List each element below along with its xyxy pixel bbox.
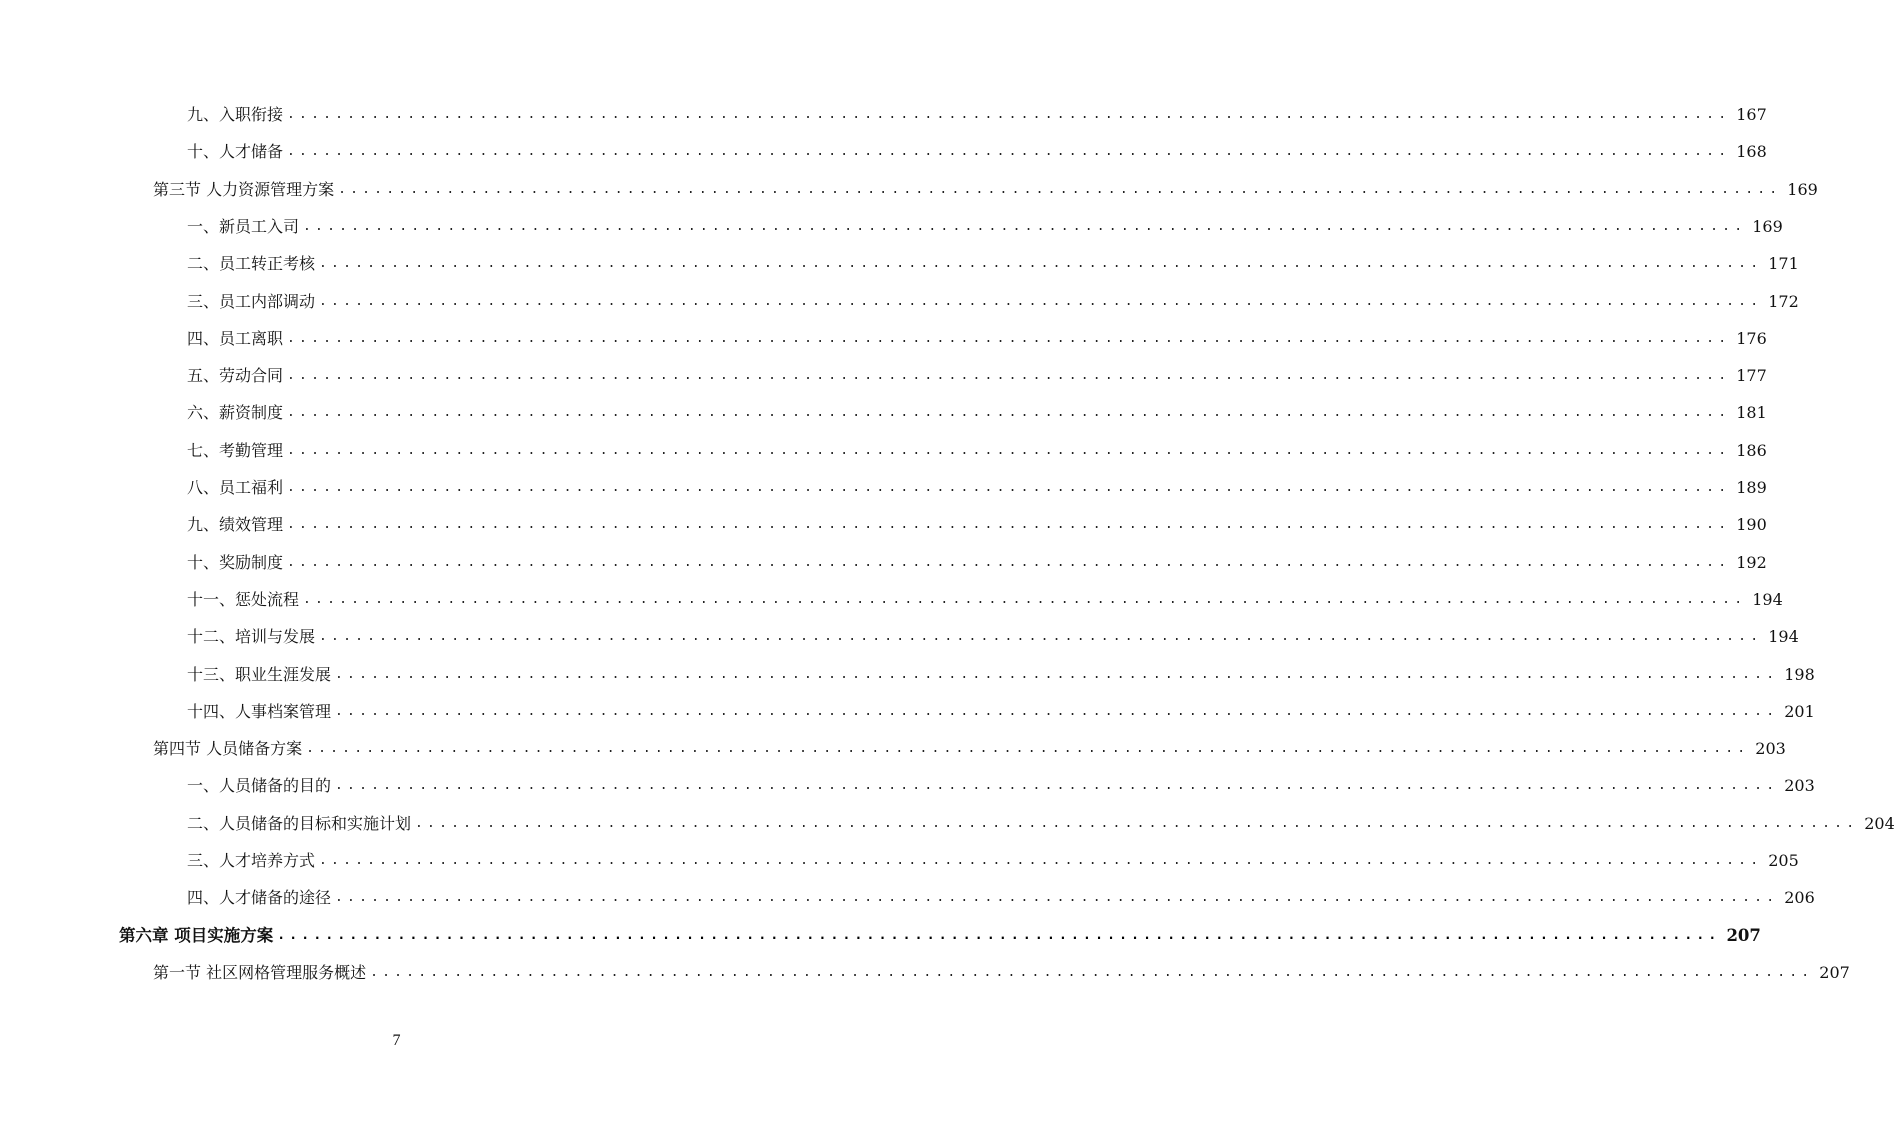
- toc-entry-title: 九、入职衔接: [187, 105, 284, 124]
- toc-subsection-entry[interactable]: [187, 288, 1799, 314]
- toc-subsection-entry[interactable]: [187, 325, 1767, 351]
- dot-leader: ........................................................................................................................: [287, 368, 1731, 384]
- toc-page-number: 207: [1819, 962, 1850, 982]
- dot-leader: ........................................................................................................................: [319, 293, 1763, 309]
- toc-page-number: 194: [1768, 627, 1799, 647]
- toc-page-number: 190: [1736, 515, 1767, 535]
- toc-page-number: 171: [1768, 254, 1799, 274]
- toc-entry-title: 二、人员储备的目标和实施计划: [187, 813, 412, 833]
- toc-section-entry[interactable]: [153, 176, 1818, 202]
- toc-subsection-entry[interactable]: [187, 772, 1815, 798]
- toc-page-number: 186: [1736, 440, 1767, 460]
- toc-entry-title: 一、人员储备的目的: [187, 776, 332, 796]
- dot-leader: ........................................................................................................................: [287, 405, 1731, 421]
- toc-subsection-entry[interactable]: [187, 511, 1767, 537]
- toc-section-entry[interactable]: [153, 959, 1850, 985]
- dot-leader: ........................................................................................................................: [287, 442, 1731, 458]
- toc-subsection-entry[interactable]: [187, 474, 1767, 500]
- dot-leader: ........................................................................................................................: [338, 181, 1782, 197]
- dot-leader: ........................................................................................................................: [287, 480, 1731, 495]
- toc-entry-title: 十一、惩处流程: [187, 589, 300, 609]
- toc-entry-title: 四、人才储备的途径: [187, 888, 332, 908]
- toc-page-number: 204: [1864, 813, 1895, 833]
- toc-page-number: 169: [1752, 216, 1783, 236]
- toc-subsection-entry[interactable]: [187, 623, 1799, 649]
- dot-leader: ........................................................................................................................: [287, 107, 1731, 122]
- toc-entry-title: 十二、培训与发展: [187, 627, 316, 647]
- toc-entry-title: 三、员工内部调动: [187, 291, 316, 311]
- toc-entry-title: 十四、人事档案管理: [187, 701, 332, 721]
- toc-entry-title: 第六章 项目实施方案: [119, 925, 274, 945]
- toc-subsection-entry[interactable]: [187, 661, 1815, 687]
- toc-subsection-entry[interactable]: [187, 586, 1783, 612]
- toc-page-number: 207: [1726, 925, 1761, 945]
- toc-page-number: 203: [1784, 776, 1815, 796]
- toc-subsection-entry[interactable]: [187, 213, 1783, 239]
- toc-entry-title: 第一节 社区网格管理服务概述: [153, 962, 367, 982]
- toc-entry-title: 四、员工离职: [187, 328, 284, 348]
- dot-leader: ........................................................................................................................: [287, 517, 1731, 533]
- dot-leader: ........................................................................................................................: [319, 256, 1763, 272]
- toc-entry-title: 二、员工转正考核: [187, 254, 316, 274]
- toc-section-entry[interactable]: [153, 735, 1786, 761]
- toc-page-number: 167: [1736, 105, 1767, 124]
- toc-entry-title: 第三节 人力资源管理方案: [153, 179, 335, 199]
- toc-page-number: 192: [1736, 552, 1767, 572]
- dot-leader: ........................................................................................................................: [335, 778, 1779, 794]
- toc-entry-title: 八、员工福利: [187, 478, 284, 497]
- toc-page-number: 189: [1736, 478, 1767, 497]
- toc-page-number: 168: [1736, 142, 1767, 162]
- toc-entry-title: 十三、职业生涯发展: [187, 664, 332, 684]
- dot-leader: ........................................................................................................................: [287, 554, 1731, 570]
- page-number: 7: [392, 1032, 401, 1049]
- dot-leader: ........................................................................................................................: [370, 964, 1814, 980]
- toc-subsection-entry[interactable]: [187, 884, 1815, 910]
- dot-leader: ........................................................................................................................: [335, 703, 1779, 719]
- toc-page-number: 181: [1736, 403, 1767, 423]
- toc-entry-title: 十、奖励制度: [187, 552, 284, 572]
- toc-subsection-entry[interactable]: [187, 549, 1767, 575]
- toc-entry-title: 一、新员工入司: [187, 216, 300, 236]
- toc-subsection-entry[interactable]: [187, 810, 1895, 836]
- dot-leader: ........................................................................................................................: [303, 591, 1747, 607]
- toc-subsection-entry[interactable]: [187, 362, 1767, 388]
- toc-entry-title: 第四节 人员储备方案: [153, 739, 303, 759]
- toc-subsection-entry[interactable]: [187, 138, 1767, 164]
- dot-leader: ........................................................................................................................: [319, 629, 1763, 645]
- toc-subsection-entry[interactable]: [187, 399, 1767, 425]
- toc-page-number: 206: [1784, 888, 1815, 908]
- toc-subsection-entry[interactable]: [187, 250, 1799, 276]
- toc-subsection-entry[interactable]: [187, 437, 1767, 463]
- dot-leader: ........................................................................................................................: [303, 218, 1747, 234]
- toc-page-number: 172: [1768, 291, 1799, 311]
- toc-page-number: 201: [1784, 701, 1815, 721]
- toc-page-number: 194: [1752, 589, 1783, 609]
- toc-entry-title: 三、人才培养方式: [187, 851, 316, 870]
- toc-entry-title: 十、人才储备: [187, 142, 284, 162]
- toc-entry-title: 七、考勤管理: [187, 440, 284, 460]
- toc-page-number: 203: [1755, 739, 1786, 759]
- toc-page-number: 205: [1768, 851, 1799, 870]
- toc-chapter-entry[interactable]: [119, 922, 1761, 948]
- dot-leader: ........................................................................................................................: [415, 815, 1859, 831]
- toc-entry-title: 九、绩效管理: [187, 515, 284, 535]
- toc-subsection-entry[interactable]: [187, 101, 1767, 127]
- dot-leader: ........................................................................................................................: [287, 144, 1731, 160]
- dot-leader: ........................................................................................................................: [335, 890, 1779, 906]
- dot-leader: ........................................................................................................................: [319, 853, 1763, 868]
- toc-subsection-entry[interactable]: [187, 698, 1815, 724]
- toc-page-number: 177: [1736, 366, 1767, 386]
- dot-leader: ........................................................................................................................: [306, 741, 1750, 757]
- toc-entry-title: 六、薪资制度: [187, 403, 284, 423]
- dot-leader: ........................................................................................................................: [277, 927, 1721, 943]
- dot-leader: ........................................................................................................................: [335, 666, 1779, 682]
- toc-page-number: 176: [1736, 328, 1767, 348]
- toc-page-number: 198: [1784, 664, 1815, 684]
- toc-subsection-entry[interactable]: [187, 847, 1799, 873]
- toc-page-number: 169: [1787, 179, 1818, 199]
- dot-leader: ........................................................................................................................: [287, 330, 1731, 346]
- toc-entry-title: 五、劳动合同: [187, 366, 284, 386]
